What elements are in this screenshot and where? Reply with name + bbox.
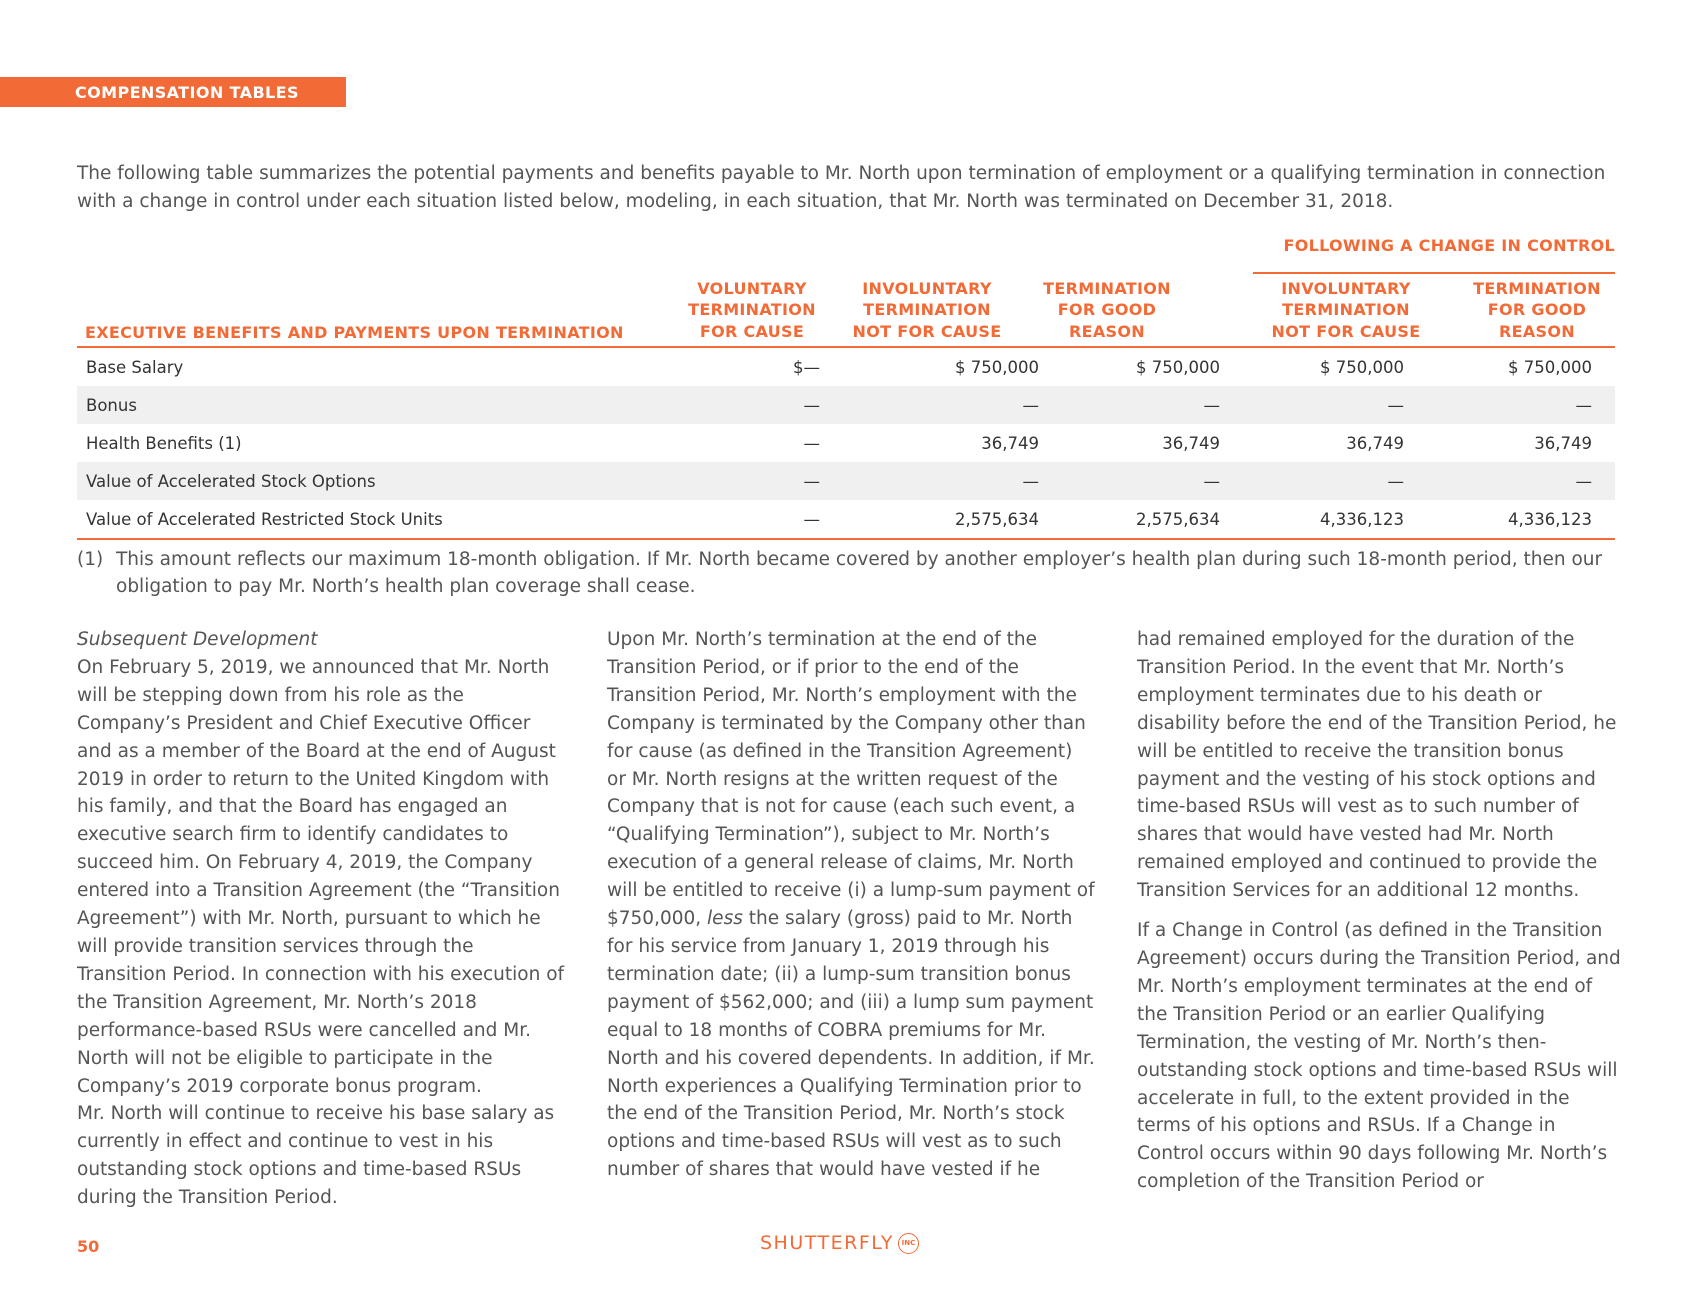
cell-value: $ 750,000 <box>1136 358 1220 377</box>
cell-value: $ 750,000 <box>955 358 1039 377</box>
header-line: TERMINATION <box>863 300 991 319</box>
body-paragraph: If a Change in Control (as defined in the Transition Agreement) occurs during the Transition Period, and Mr. North’s employment terminates at the end of the Transition Period or an earlier Qualifying Termination, the vesting of Mr. North’s then-outstanding stock options and time-based RSUs will accelerate in full, to the extent provided in the terms of his options and RSUs. If a Change in Control occurs within 90 days following Mr. North’s completion of the Transition Period or <box>1137 920 1621 1193</box>
body-paragraph: On February 5, 2019, we announced that Mr. North will be stepping down from his role as the Company’s President and Chief Executive Officer and as a member of the Board at the end of August 2019 in order to return to the United Kingdom with his family, and that the Board has engaged an executive search firm to identify candidates to succeed him. On February 4, 2019, the Company entered into a Transition Agreement (the “Transition Agreement”) with Mr. North, pursuant to which he will provide transition services through the Transition Period. In connection with his execution of the Transition Agreement, Mr. North’s 2018 performance-based RSUs were cancelled and Mr. North will not be eligible to participate in the Company’s 2019 corporate bonus program. <box>77 656 565 1097</box>
cell-value: 36,749 <box>1534 434 1592 453</box>
header-line: INVOLUNTARY <box>862 278 992 298</box>
cell-value: 36,749 <box>1346 434 1404 453</box>
section-title: COMPENSATION TABLES <box>75 83 299 102</box>
table-row-restricted-stock-units <box>77 500 1615 538</box>
cell-value: — <box>803 434 820 453</box>
header-line: REASON <box>1069 321 1145 341</box>
footnote-text: This amount reflects our maximum 18-month obligation. If Mr. North became covered by another employer’s health plan during such 18-month period, then our obligation to pay Mr. North’s health plan coverage shall cease. <box>116 549 1603 597</box>
body-text: the salary (gross) paid to Mr. North for his service from January 1, 2019 through his termination date; (ii) a lump-sum transition bonus payment of $562,000; and (iii) a lump sum payment equal to 18 months of COBRA premiums for Mr. North and his covered dependents. In addition, if Mr. North experiences a Qualifying Termination prior to the end of the Transition Period, Mr. North’s stock options and time-based RSUs will vest as to such number of shares that would have vested if he <box>607 908 1095 1181</box>
body-text: Upon Mr. North’s termination at the end of the Transition Period, or if prior to the end of the Transition Period, Mr. North’s employment with the Company is terminated by the Company other than for cause (as defined in the Transition Agreement) or Mr. North resigns at the written request of the Company that is not for cause (each such event, a “Qualifying Termination”), subject to Mr. North’s execution of a general release of claims, Mr. North will be entitled to receive (i) a lump-sum payment of $750,000, <box>607 629 1095 930</box>
table-row-health-benefits <box>77 424 1615 462</box>
cell-value: — <box>1203 396 1220 415</box>
body-column-3 <box>1137 626 1627 1196</box>
cell-value: — <box>803 396 820 415</box>
header-line: TERMINATION <box>1473 278 1601 298</box>
header-line: NOT FOR CAUSE <box>1271 321 1421 341</box>
subheading-subsequent-development: Subsequent Development <box>77 629 318 650</box>
row-label: Value of Accelerated Restricted Stock Units <box>86 510 443 529</box>
header-line: TERMINATION <box>1282 300 1410 319</box>
table-body <box>77 348 1615 538</box>
cell-value: $— <box>793 358 820 377</box>
header-line: REASON <box>1499 321 1575 341</box>
cell-value: — <box>1022 396 1039 415</box>
row-label: Value of Accelerated Stock Options <box>86 472 376 491</box>
header-line: INVOLUNTARY <box>1281 278 1411 298</box>
body-paragraph <box>607 626 1097 1184</box>
cell-value: — <box>803 472 820 491</box>
header-line: VOLUNTARY <box>697 278 807 298</box>
body-column-1 <box>77 626 567 1212</box>
cell-value: 4,336,123 <box>1508 510 1592 529</box>
shutterfly-logo <box>760 1232 919 1254</box>
table-row-base-salary <box>77 348 1615 386</box>
header-line: TERMINATION <box>688 300 816 319</box>
cell-value: $ 750,000 <box>1508 358 1592 377</box>
cell-value: 36,749 <box>1162 434 1220 453</box>
table-row-stock-options <box>77 462 1615 500</box>
header-good-reason <box>1027 278 1187 343</box>
header-executive-benefits: EXECUTIVE BENEFITS AND PAYMENTS UPON TERMINATION <box>85 323 624 342</box>
group-header-change-in-control: FOLLOWING A CHANGE IN CONTROL <box>1283 236 1615 255</box>
header-voluntary-for-cause <box>682 278 822 343</box>
cell-value: — <box>1387 472 1404 491</box>
logo-text: SHUTTERFLY <box>760 1232 894 1254</box>
cell-value: $ 750,000 <box>1320 358 1404 377</box>
header-line: NOT FOR CAUSE <box>852 321 1002 341</box>
header-line: TERMINATION <box>1043 278 1171 298</box>
section-banner <box>0 77 346 107</box>
cell-value: 36,749 <box>981 434 1039 453</box>
table-footnote <box>77 546 1617 600</box>
cell-value: — <box>1575 472 1592 491</box>
cell-value: — <box>803 510 820 529</box>
body-column-2 <box>607 626 1097 1184</box>
table-header-row <box>77 280 1615 344</box>
header-line: FOR CAUSE <box>699 321 805 341</box>
group-header-rule <box>1253 272 1615 274</box>
body-paragraph: had remained employed for the duration of the Transition Period. In the event that Mr. North’s employment terminates due to his death or disability before the end of the Transition Period, he will be entitled to receive the transition bonus payment and the vesting of his stock options and time-based RSUs will vest as to such number of shares that would have vested had Mr. North remained employed and continued to provide the Transition Services for an additional 12 months. <box>1137 629 1617 902</box>
cell-value: — <box>1575 396 1592 415</box>
row-label: Base Salary <box>86 358 184 377</box>
table-bottom-rule <box>77 538 1615 540</box>
page-number: 50 <box>77 1237 100 1256</box>
header-line: FOR GOOD <box>1057 300 1157 319</box>
footnote-mark: (1) <box>77 549 104 570</box>
row-label: Health Benefits (1) <box>86 434 242 453</box>
header-cic-good-reason <box>1459 278 1615 343</box>
cell-value: — <box>1022 472 1039 491</box>
header-line: FOR GOOD <box>1487 300 1587 319</box>
table-row-bonus <box>77 386 1615 424</box>
cell-value: — <box>1387 396 1404 415</box>
header-involuntary-not-for-cause <box>842 278 1012 343</box>
cell-value: 2,575,634 <box>1136 510 1220 529</box>
cell-value: 4,336,123 <box>1320 510 1404 529</box>
logo-inc-badge: INC <box>898 1233 919 1254</box>
row-label: Bonus <box>86 396 137 415</box>
cell-value: — <box>1203 472 1220 491</box>
body-paragraph: Mr. North will continue to receive his base salary as currently in effect and continue to vest in his outstanding stock options and time-based RSUs during the Transition Period. <box>77 1103 555 1209</box>
body-text-italic: less <box>707 908 743 930</box>
intro-paragraph: The following table summarizes the potential payments and benefits payable to Mr. North upon termination of employment or a qualifying termination in connection with a change in control under each situation listed below, modeling, in each situation, that Mr. North was terminated on December 31, 2018. <box>77 163 1606 212</box>
header-cic-involuntary-not-for-cause <box>1261 278 1431 343</box>
cell-value: 2,575,634 <box>955 510 1039 529</box>
